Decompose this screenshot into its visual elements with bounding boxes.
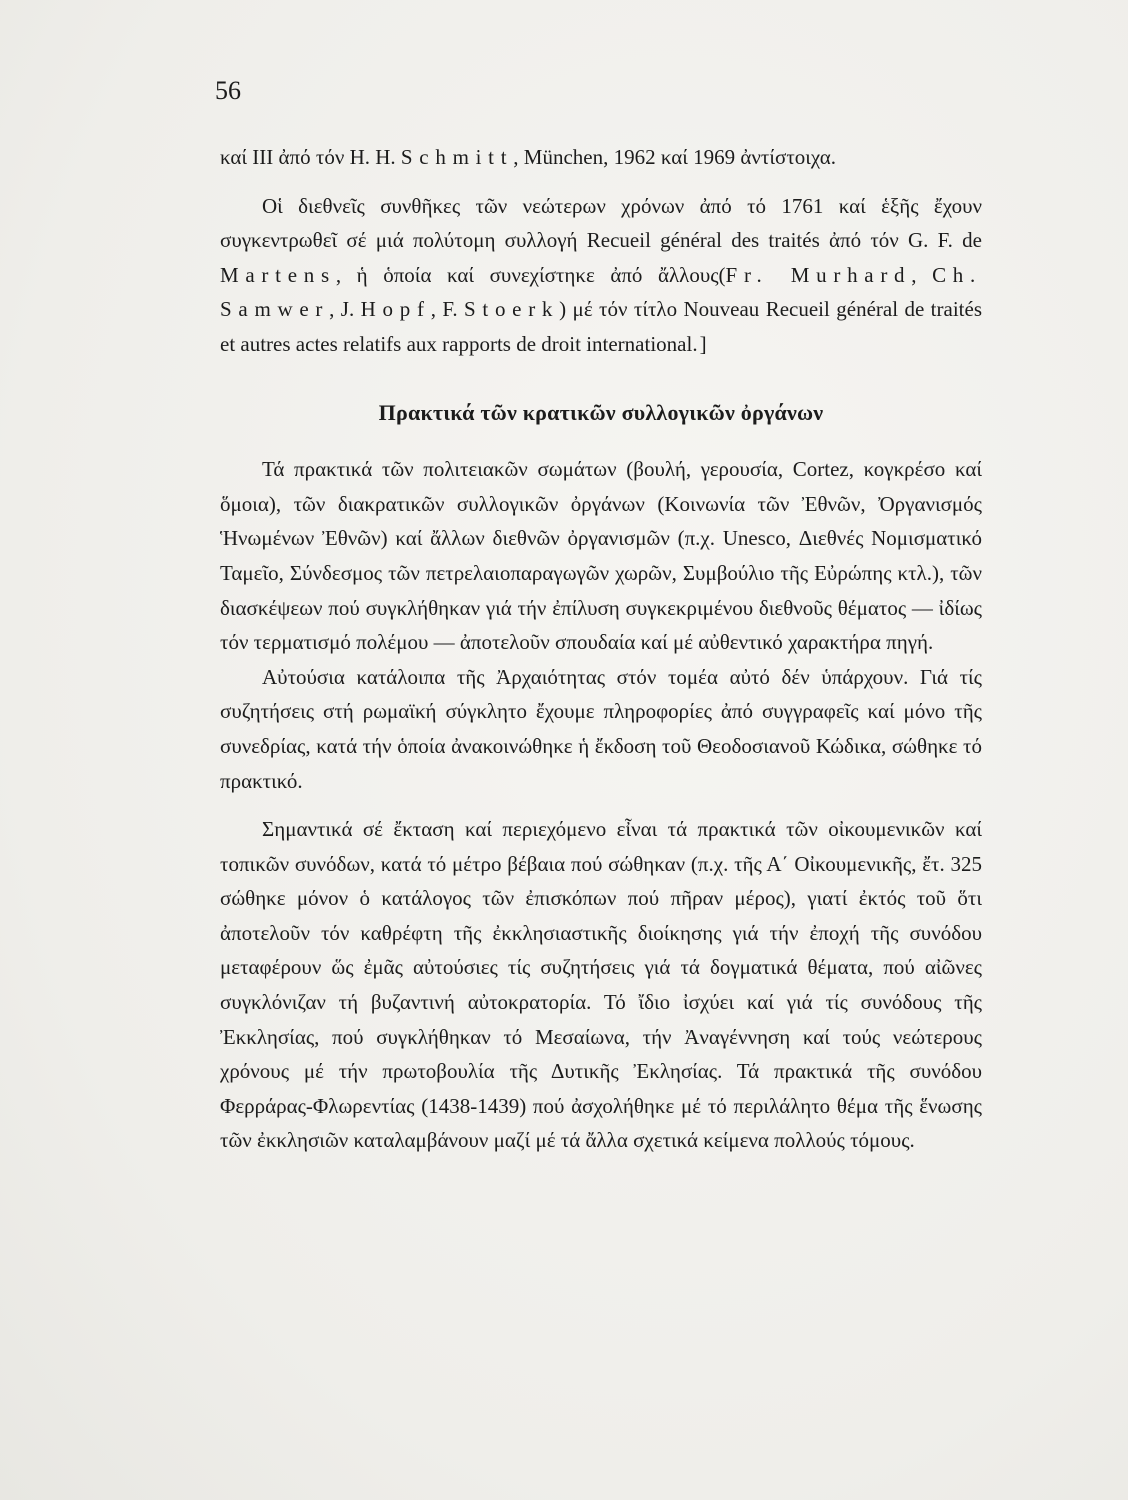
intro-text-end: , München, 1962 καί 1969 ἀντίστοιχα. xyxy=(513,145,837,169)
body-text xyxy=(220,140,982,1158)
paragraph-councils: Σημαντικά σέ ἔκταση καί περιεχόμενο εἶναι τά πρακτικά τῶν οἰκουμενικῶν καί τοπικῶν συνόδων, κατά τό μέτρο βέβαια πού σώθηκαν (π.χ. τῆς Α΄ Οἰκουμενικῆς, ἔτ. 325 σώθηκε μόνον ὁ κατάλογος τῶν ἐπισκόπων πού πῆραν μέρος), γιατί ἐκτός τοῦ ὅτι ἀποτελοῦν τόν καθρέφτη τῆς ἐκκλησιαστικῆς διοίκησης γιά τήν ἐποχή τῆς συνόδου μεταφέρουν ὥς ἐμᾶς αὐτούσιες τίς συζητήσεις γιά τά δογματικά θέματα, πού αἰῶνες συγκλόνιζαν τή βυζαντινή αὐτοκρατορία. Τό ἴδιο ἰσχύει καί γιά τίς συνόδους τῆς Ἐκκλησίας, πού συγκλήθηκαν τό Μεσαίωνα, τήν Ἀναγέννηση καί τούς νεώτερους χρόνους μέ τήν πρωτοβουλία τῆς Δυτικῆς Ἐκλησίας. Τά πρακτικά τῆς συνόδου Φερράρας-Φλωρεντίας (1438-1439) πού ἀσχολήθηκε μέ τό περιλάλητο θέμα τῆς ἕνωσης τῶν ἐκκλησιῶν καταλαμβάνουν μαζί μέ τά ἄλλα σχετικά κείμενα πολλούς τόμους. xyxy=(220,817,982,1153)
recueil-text-3: ) μέ τόν τίτλο Nouveau Recueil général de traités et autres actes relatifs aux rapports de droit international. xyxy=(220,297,982,356)
author-name-schmitt: Schmitt xyxy=(400,145,514,169)
section-heading: Πρακτικά τῶν κρατικῶν συλλογικῶν ὀργάνων xyxy=(378,399,824,425)
author-name-murhard: Fr. Murhard xyxy=(725,262,912,287)
recueil-paragraph xyxy=(220,189,982,362)
author-name-stoerk: Stoerk xyxy=(464,297,560,322)
separator: , xyxy=(911,262,933,287)
intro-text-start: καί III ἀπό τόν H. H. xyxy=(220,145,401,169)
author-name-martens: Martens xyxy=(220,262,336,287)
paragraph-antiquity: Αὐτούσια κατάλοιπα τῆς Ἀρχαιότητας στόν τομέα αὐτό δέν ὑπάρχουν. Γιά τίς συζητήσεις στή ρωμαϊκή σύγκλητο ἔχουμε πληροφορίες ἀπό συγγραφεῖς καί μόνο τῆς συνεδρίας, κατά τήν ὁποία ἀνακοινώθηκε ἡ ἔκδοση τοῦ Θεοδοσιανοῦ Κώδικα, σώθηκε τό πρακτικό. xyxy=(220,664,982,793)
separator: , J. xyxy=(329,297,361,322)
author-name-hopf: Hopf xyxy=(360,297,431,322)
closing-bracket: ] xyxy=(699,331,707,356)
author-name-samwer: Ch. Samwer xyxy=(220,262,982,322)
recueil-text-1: Οἱ διεθνεῖς συνθῆκες τῶν νεώτερων χρόνων ἀπό τό 1761 καί ἑξῆς ἔχουν συγκεντρωθεῖ σέ μιά πολύτομη συλλογή Recueil général des traités ἀπό τόν G. F. de xyxy=(220,193,982,253)
recueil-text-2: , ἡ ὁποία καί συνεχίστηκε ἀπό ἄλλους( xyxy=(335,262,726,287)
separator: , F. xyxy=(430,297,464,322)
page-number: 56 xyxy=(215,76,241,105)
paragraph-proceedings: Τά πρακτικά τῶν πολιτειακῶν σωμάτων (βουλή, γερουσία, Cortez, κογκρέσο καί ὅμοια), τῶν διακρατικῶν συλλογικῶν ὀργάνων (Κοινωνία τῶν Ἐθνῶν, Ὀργανισμός Ἡνωμένων Ἐθνῶν) καί ἄλλων διεθνῶν ὀργανισμῶν (π.χ. Unesco, Διεθνές Νομισματικό Ταμεῖο, Σύνδεσμος τῶν πετρελαιοπαραγωγῶν χωρῶν, Συμβούλιο τῆς Εὐρώπης κτλ.), τῶν διασκέψεων πού συγκλήθηκαν γιά τήν ἐπίλυση συγκεκριμένου διεθνοῦς θέματος — ἰδίως τόν τερματισμό πολέμου — ἀποτελοῦν σπουδαία καί μέ αὐθεντικό χαρακτήρα πηγή. xyxy=(220,457,982,655)
intro-paragraph xyxy=(220,140,982,175)
